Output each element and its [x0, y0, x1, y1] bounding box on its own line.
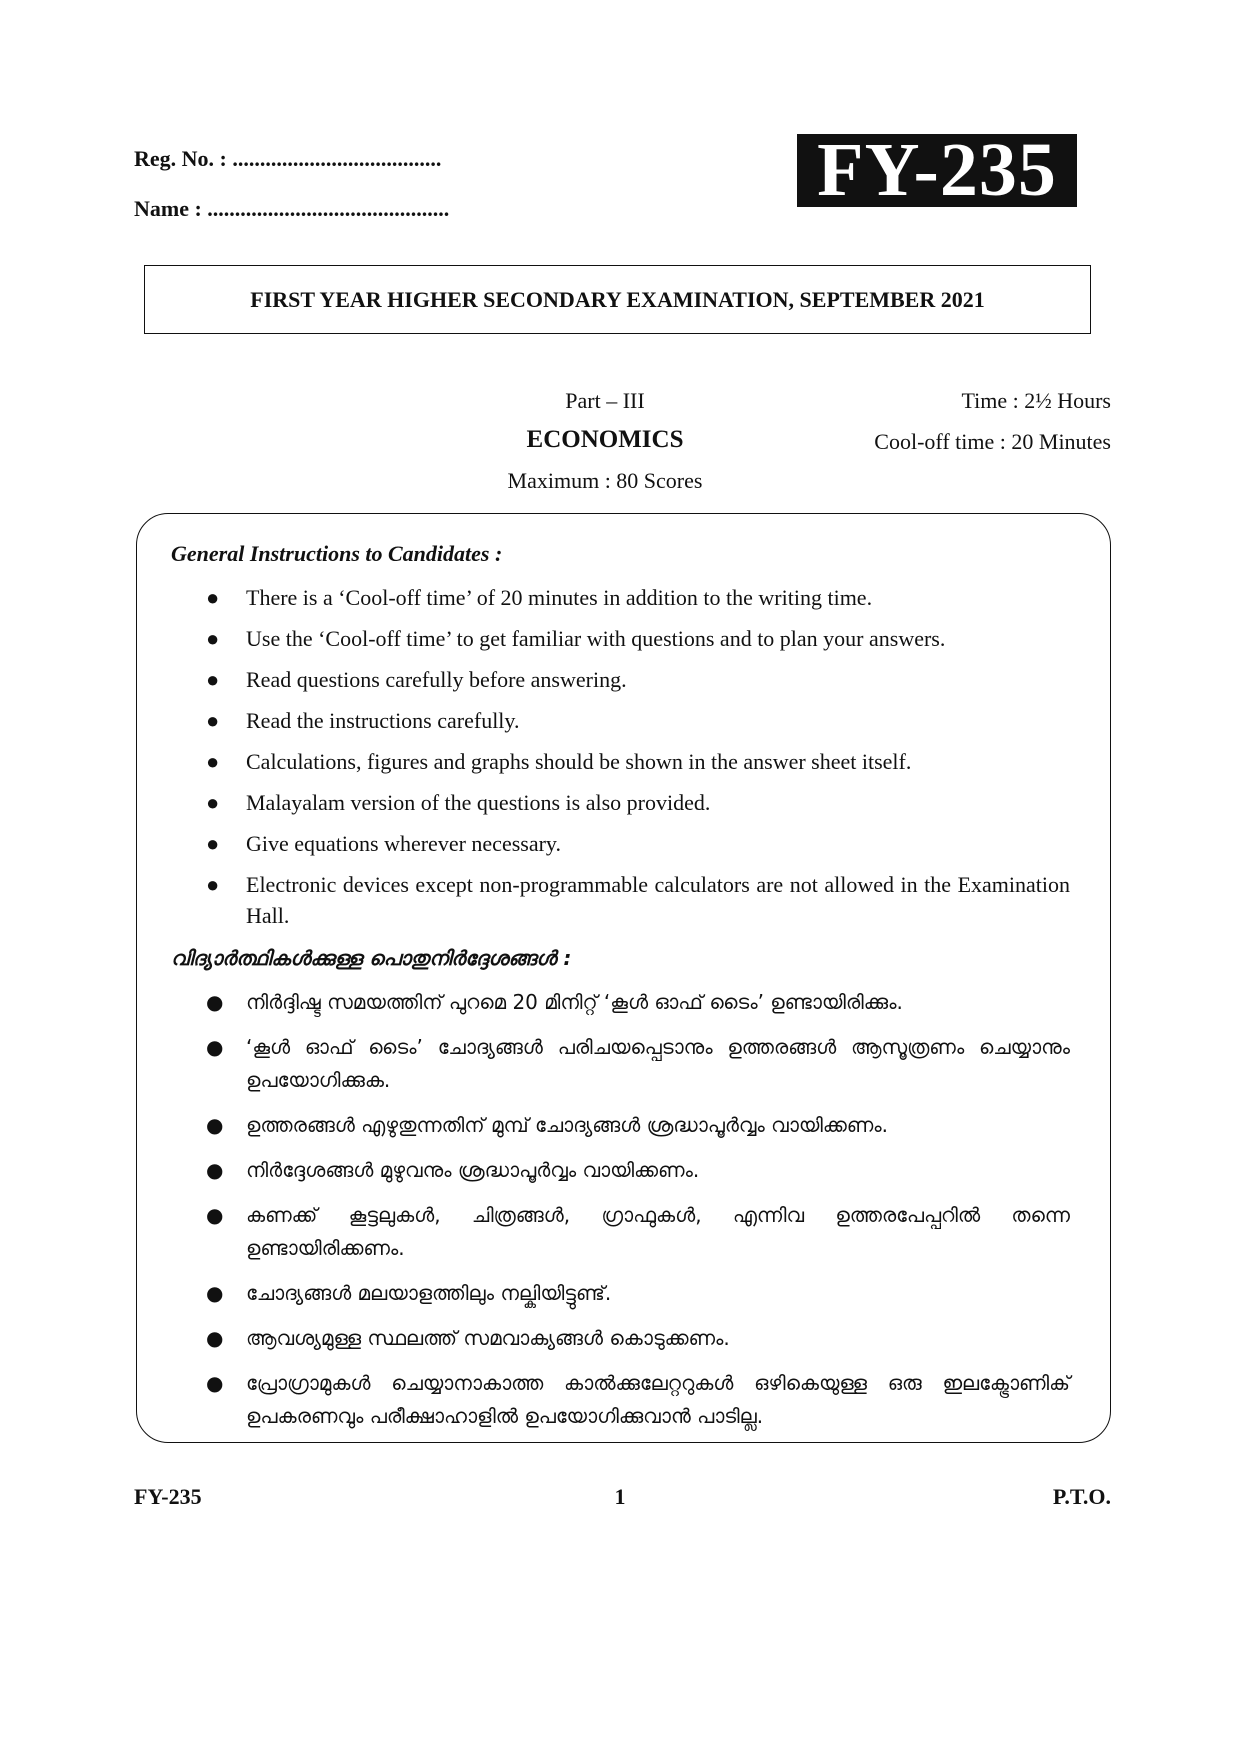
list-item: [200, 869, 1070, 931]
instruction-text: നിർദ്ദേശങ്ങൾ മുഴുവനും ശ്രദ്ധാപൂർവ്വം വായിക്കണം.: [246, 1158, 700, 1182]
list-item: [200, 1154, 1070, 1187]
bullet-icon: ●: [206, 990, 224, 1014]
malayalam-instructions-heading: വിദ്യാർത്ഥികൾക്കുള്ള പൊതുനിർദ്ദേശങ്ങൾ :: [171, 946, 572, 970]
instruction-text: Read questions carefully before answering.: [246, 667, 627, 692]
list-item: [200, 1322, 1070, 1355]
instruction-text: Give equations wherever necessary.: [246, 831, 561, 856]
list-item: [200, 746, 1070, 777]
exam-title: FIRST YEAR HIGHER SECONDARY EXAMINATION, SEPTEMBER 2021: [144, 265, 1091, 334]
reg-no-field: Reg. No. : ......................................: [134, 146, 442, 171]
instruction-text: Use the ‘Cool-off time’ to get familiar with questions and to plan your answers.: [246, 626, 946, 651]
instruction-text: നിർദ്ദിഷ്ട സമയത്തിന് പുറമെ 20 മിനിറ്റ് ‘കൂൾ ഓഫ് ടൈം’ ഉണ്ടായിരിക്കും.: [246, 990, 903, 1014]
instruction-text: There is a ‘Cool-off time’ of 20 minutes in addition to the writing time.: [246, 585, 873, 610]
footer-paper-code: FY-235: [134, 1484, 202, 1509]
bullet-icon: ●: [206, 1158, 224, 1182]
list-item: [200, 986, 1070, 1019]
bullet-icon: ●: [206, 831, 220, 856]
instruction-text: കണക്ക് കൂട്ടലുകൾ, ചിത്രങ്ങൾ, ഗ്രാഫുകൾ, എന്നിവ ഉത്തരപേപ്പറിൽ തന്നെ ഉണ്ടായിരിക്കണം.: [246, 1203, 1070, 1260]
list-item: [200, 1277, 1070, 1310]
instruction-text: Malayalam version of the questions is also provided.: [246, 790, 711, 815]
bullet-icon: ●: [206, 1281, 224, 1305]
instruction-text: Calculations, figures and graphs should be shown in the answer sheet itself.: [246, 749, 912, 774]
bullet-icon: ●: [206, 1326, 224, 1350]
list-item: [200, 705, 1070, 736]
english-instructions-heading: General Instructions to Candidates :: [171, 541, 503, 566]
list-item: [200, 1199, 1070, 1265]
list-item: [200, 787, 1070, 818]
list-item: [200, 1109, 1070, 1142]
instruction-text: Read the instructions carefully.: [246, 708, 520, 733]
name-field: Name : ............................................: [134, 196, 450, 221]
bullet-icon: ●: [206, 790, 220, 815]
bullet-icon: ●: [206, 1371, 224, 1395]
cool-off-time: Cool-off time : 20 Minutes: [874, 429, 1111, 454]
bullet-icon: ●: [206, 585, 220, 610]
list-item: [200, 582, 1070, 613]
bullet-icon: ●: [206, 1203, 224, 1227]
malayalam-instructions-list: [200, 986, 1070, 1445]
bullet-icon: ●: [206, 1113, 224, 1137]
bullet-icon: ●: [206, 708, 220, 733]
bullet-icon: ●: [206, 626, 220, 651]
paper-code-badge: FY-235: [797, 134, 1077, 207]
time-duration: Time : 2½ Hours: [961, 388, 1111, 413]
bullet-icon: ●: [206, 1035, 224, 1059]
instruction-text: ‘കൂൾ ഓഫ് ടൈം’ ചോദ്യങ്ങൾ പരിചയപ്പെടാനും ഉത്തരങ്ങൾ ആസൂത്രണം ചെയ്യാനും ഉപയോഗിക്കുക.: [246, 1035, 1070, 1092]
instruction-text: Electronic devices except non-programmable calculators are not allowed in the Examination Hall.: [246, 872, 1070, 928]
english-instructions-list: [200, 582, 1070, 941]
list-item: [200, 828, 1070, 859]
part-label: Part – III: [565, 388, 645, 413]
bullet-icon: ●: [206, 872, 220, 897]
list-item: [200, 1367, 1070, 1433]
bullet-icon: ●: [206, 749, 220, 774]
list-item: [200, 1031, 1070, 1097]
maximum-scores: Maximum : 80 Scores: [507, 468, 703, 493]
pto-label: P.T.O.: [1052, 1484, 1111, 1509]
bullet-icon: ●: [206, 667, 220, 692]
subject-title: ECONOMICS: [526, 426, 684, 453]
instruction-text: ഉത്തരങ്ങൾ എഴുതുന്നതിന് മുമ്പ് ചോദ്യങ്ങൾ ശ്രദ്ധാപൂർവ്വം വായിക്കണം.: [246, 1113, 888, 1137]
page-number: 1: [614, 1484, 626, 1509]
list-item: [200, 664, 1070, 695]
list-item: [200, 623, 1070, 654]
instruction-text: ചോദ്യങ്ങൾ മലയാളത്തിലും നല്കിയിട്ടുണ്ട്.: [246, 1281, 612, 1305]
instruction-text: ആവശ്യമുള്ള സ്ഥലത്ത് സമവാക്യങ്ങൾ കൊടുക്കണം.: [246, 1326, 730, 1350]
instruction-text: പ്രോഗ്രാമുകൾ ചെയ്യാനാകാത്ത കാൽക്കുലേറ്ററുകൾ ഒഴികെയുള്ള ഒരു ഇലക്ട്രോണിക് ഉപകരണവും പരീക്ഷാഹാളിൽ ഉപയോഗിക്കുവാൻ പാടില്ല.: [246, 1371, 1070, 1428]
